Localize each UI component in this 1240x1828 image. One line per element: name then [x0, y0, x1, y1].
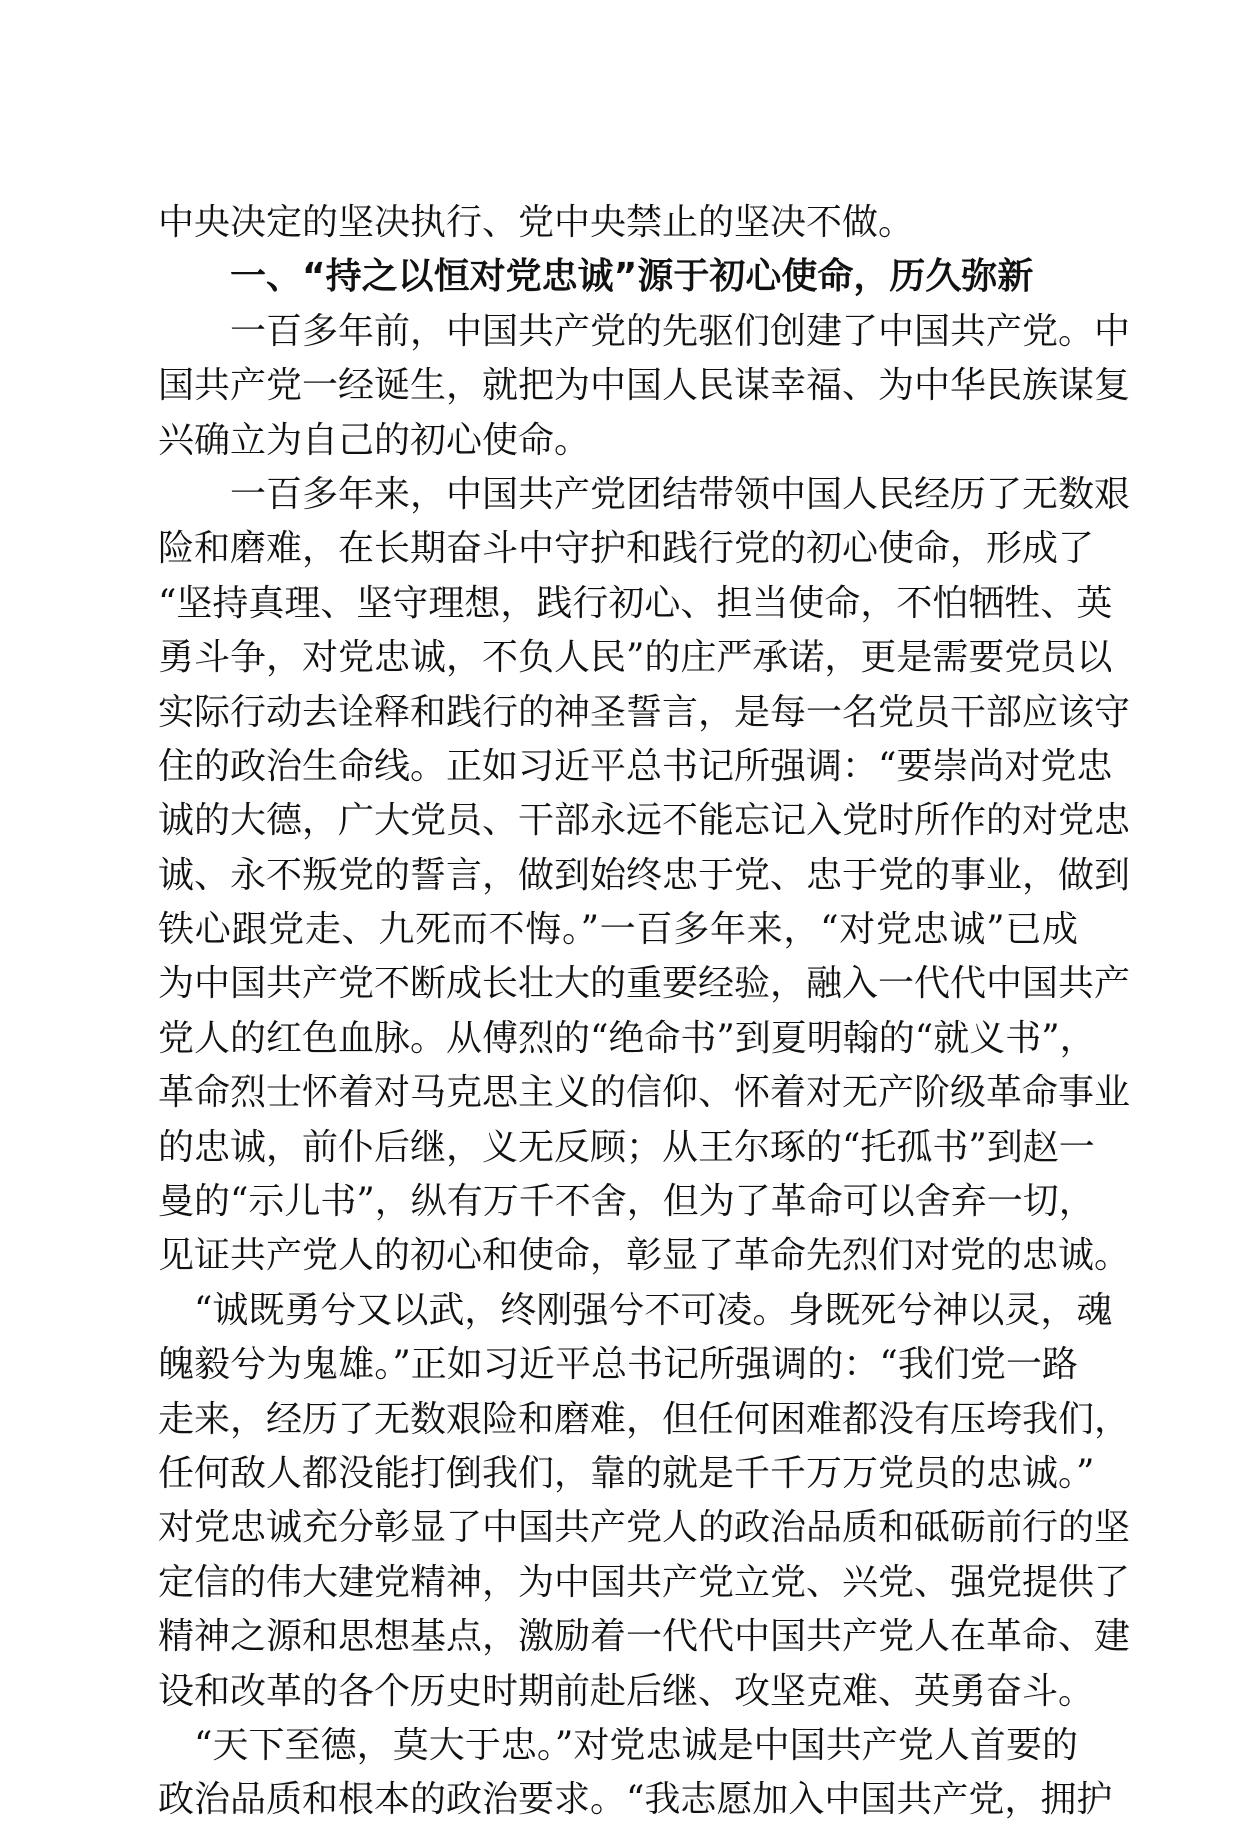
paragraph-2-line: “坚持真理、坚守理想，践行初心、担当使命，不怕牺牲、英 [158, 582, 1113, 624]
paragraph-2-line: 为中国共产党不断成长壮大的重要经验，融入一代代中国共产 [158, 963, 1131, 1005]
paragraph-1-line: 一百多年前，中国共产党的先驱们创建了中国共产党。中 [230, 310, 1131, 352]
section-heading: 一、“持之以恒对党忠诚”源于初心使命，历久弥新 [230, 256, 1034, 298]
paragraph-2-line: 诚、永不叛党的誓言，做到始终忠于党、忠于党的事业，做到 [158, 854, 1131, 896]
paragraph-2-line: 革命烈士怀着对马克思主义的信仰、怀着对无产阶级革命事业 [158, 1072, 1131, 1114]
paragraph-2-line: 党人的红色血脉。从傅烈的“绝命书”到夏明翰的“就义书”， [158, 1017, 1096, 1059]
paragraph-4-line: 政治品质和根本的政治要求。“我志愿加入中国共产党，拥护 [158, 1779, 1113, 1821]
paragraph-2-line: 实际行动去诠释和践行的神圣誓言，是每一名党员干部应该守 [158, 691, 1131, 733]
paragraph-3-line: 设和改革的各个历史时期前赴后继、攻坚克难、英勇奋斗。 [158, 1670, 1095, 1712]
paragraph-2-line: 的忠诚，前仆后继，义无反顾；从王尔琢的“托孤书”到赵一 [158, 1126, 1095, 1168]
paragraph-2-line: 险和磨难，在长期奋斗中守护和践行党的初心使命，形成了 [158, 528, 1095, 570]
paragraph-3-line: 对党忠诚充分彰显了中国共产党人的政治品质和砥砺前行的坚 [158, 1507, 1131, 1549]
paragraph-2-line: 曼的“示儿书”，纵有万千不舍，但为了革命可以舍弃一切， [158, 1181, 1095, 1223]
paragraph-3-line: 魄毅兮为鬼雄。”正如习近平总书记所强调的：“我们党一路 [158, 1344, 1078, 1386]
paragraph-4-line: “天下至德，莫大于忠。”对党忠诚是中国共产党人首要的 [194, 1724, 1078, 1766]
document-body [158, 196, 1131, 1828]
opening-line: 中央决定的坚决执行、党中央禁止的坚决不做。 [158, 202, 915, 243]
paragraph-3-line: 精神之源和思想基点，激励着一代代中国共产党人在革命、建 [158, 1616, 1131, 1658]
paragraph-2-line: 见证共产党人的初心和使命，彰显了革命先烈们对党的忠诚。 [158, 1235, 1131, 1277]
paragraph-2-line: 勇斗争，对党忠诚，不负人民”的庄严承诺，更是需要党员以 [158, 637, 1113, 679]
paragraph-2-line: 一百多年来，中国共产党团结带领中国人民经历了无数艰 [230, 473, 1131, 515]
paragraph-2-line: 诚的大德，广大党员、干部永远不能忘记入党时所作的对党忠 [158, 800, 1131, 842]
paragraph-3-line: 任何敌人都没能打倒我们，靠的就是千千万万党员的忠诚。” [158, 1452, 1095, 1494]
paragraph-1-line: 兴确立为自己的初心使命。 [158, 419, 591, 461]
paragraph-3-line: 定信的伟大建党精神，为中国共产党立党、兴党、强党提供了 [158, 1561, 1131, 1603]
paragraph-2-line: 铁心跟党走、九死而不悔。”一百多年来，“对党忠诚”已成 [158, 909, 1078, 951]
paragraph-3-line: “诚既勇兮又以武，终刚强兮不可凌。身既死兮神以灵，魂 [194, 1289, 1113, 1331]
paragraph-2-line: 住的政治生命线。正如习近平总书记所强调：“要崇尚对党忠 [158, 745, 1113, 787]
paragraph-1-line: 国共产党一经诞生，就把为中国人民谋幸福、为中华民族谋复 [158, 365, 1131, 407]
paragraph-3-line: 走来，经历了无数艰险和磨难，但任何困难都没有压垮我们， [158, 1398, 1131, 1440]
